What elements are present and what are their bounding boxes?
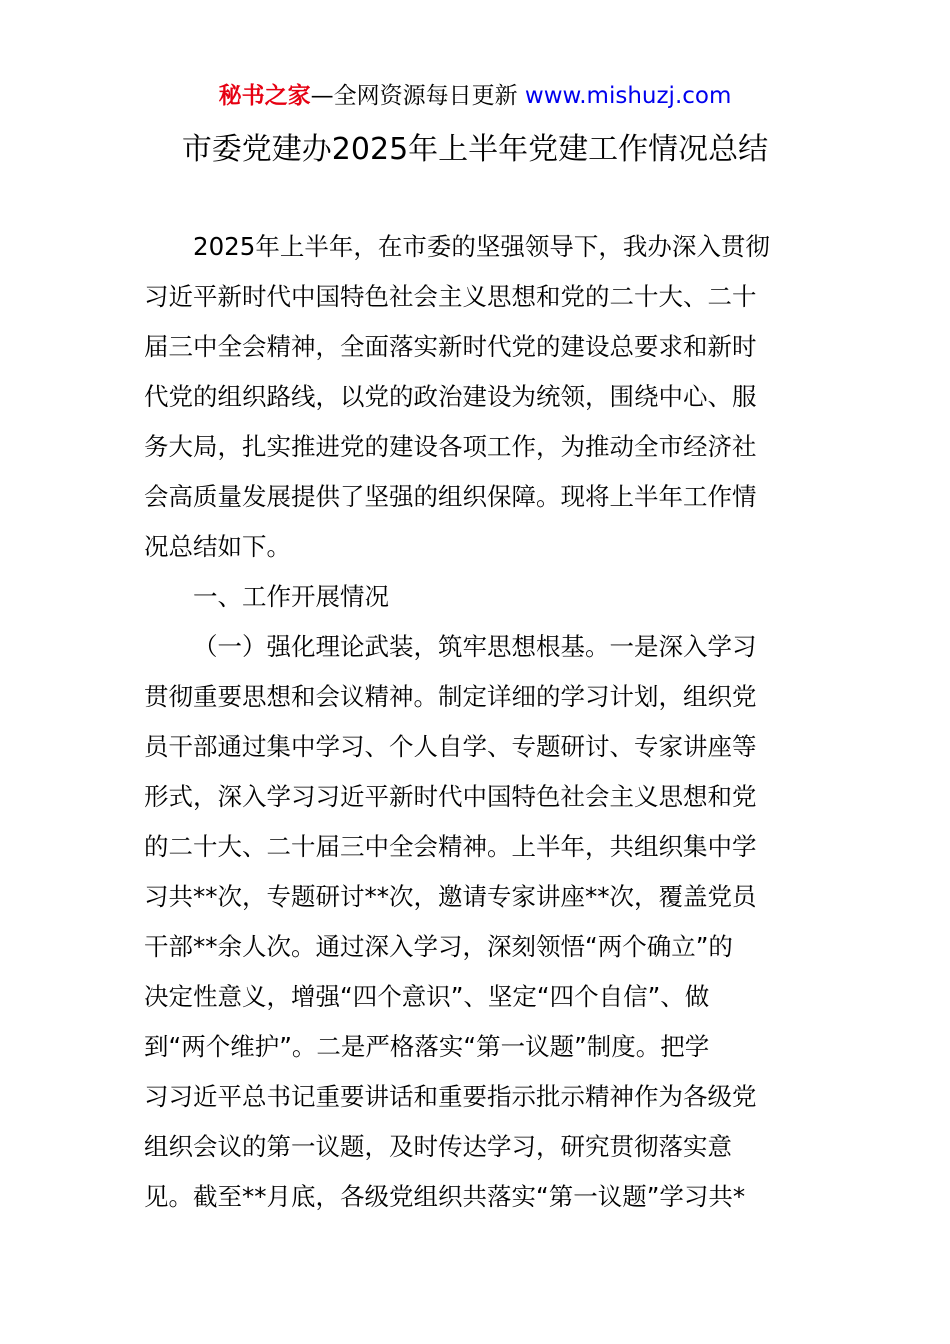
paragraph-line: 见。截至**月底，各级党组织共落实“第一议题”学习共* bbox=[144, 1182, 746, 1211]
paragraph-line: 2025年上半年，在市委的坚强领导下，我办深入贯彻 bbox=[193, 232, 770, 261]
document-body bbox=[144, 222, 806, 1222]
paragraph-line: 习习近平总书记重要讲话和重要指示批示精神作为各级党 bbox=[144, 1082, 757, 1111]
paragraph-line: 贯彻重要思想和会议精神。制定详细的学习计划，组织党 bbox=[144, 682, 757, 711]
paragraph-line: 决定性意义，增强“四个意识”、坚定“四个自信”、做 bbox=[144, 982, 710, 1011]
site-url[interactable]: www.mishuzj.com bbox=[524, 83, 732, 109]
site-tagline: —全网资源每日更新 bbox=[310, 83, 525, 109]
paragraph-line: 习近平新时代中国特色社会主义思想和党的二十大、二十 bbox=[144, 282, 757, 311]
paragraph-line: 会高质量发展提供了坚强的组织保障。现将上半年工作情 bbox=[144, 482, 757, 511]
section-heading: 一、工作开展情况 bbox=[193, 582, 389, 611]
paragraph-line: 务大局，扎实推进党的建设各项工作，为推动全市经济社 bbox=[144, 432, 757, 461]
site-name: 秘书之家 bbox=[218, 83, 311, 109]
paragraph-line: （一）强化理论武装，筑牢思想根基。一是深入学习 bbox=[193, 632, 757, 661]
paragraph-line: 形式，深入学习习近平新时代中国特色社会主义思想和党 bbox=[144, 782, 757, 811]
paragraph-line: 干部**余人次。通过深入学习，深刻领悟“两个确立”的 bbox=[144, 932, 733, 961]
document-title: 市委党建办2025年上半年党建工作情况总结 bbox=[181, 132, 769, 167]
paragraph-line: 的二十大、二十届三中全会精神。上半年，共组织集中学 bbox=[144, 832, 757, 861]
paragraph-line: 代党的组织路线，以党的政治建设为统领，围绕中心、服 bbox=[144, 382, 757, 411]
paragraph-line: 组织会议的第一议题，及时传达学习，研究贯彻落实意 bbox=[144, 1132, 732, 1161]
paragraph-line: 届三中全会精神，全面落实新时代党的建设总要求和新时 bbox=[144, 332, 757, 361]
paragraph-line: 况总结如下。 bbox=[144, 532, 291, 561]
paragraph-line: 到“两个维护”。二是严格落实“第一议题”制度。把学 bbox=[144, 1032, 710, 1061]
site-header bbox=[0, 80, 950, 112]
paragraph-line: 员干部通过集中学习、个人自学、专题研讨、专家讲座等 bbox=[144, 732, 757, 761]
paragraph-line: 习共**次，专题研讨**次，邀请专家讲座**次，覆盖党员 bbox=[144, 882, 757, 911]
